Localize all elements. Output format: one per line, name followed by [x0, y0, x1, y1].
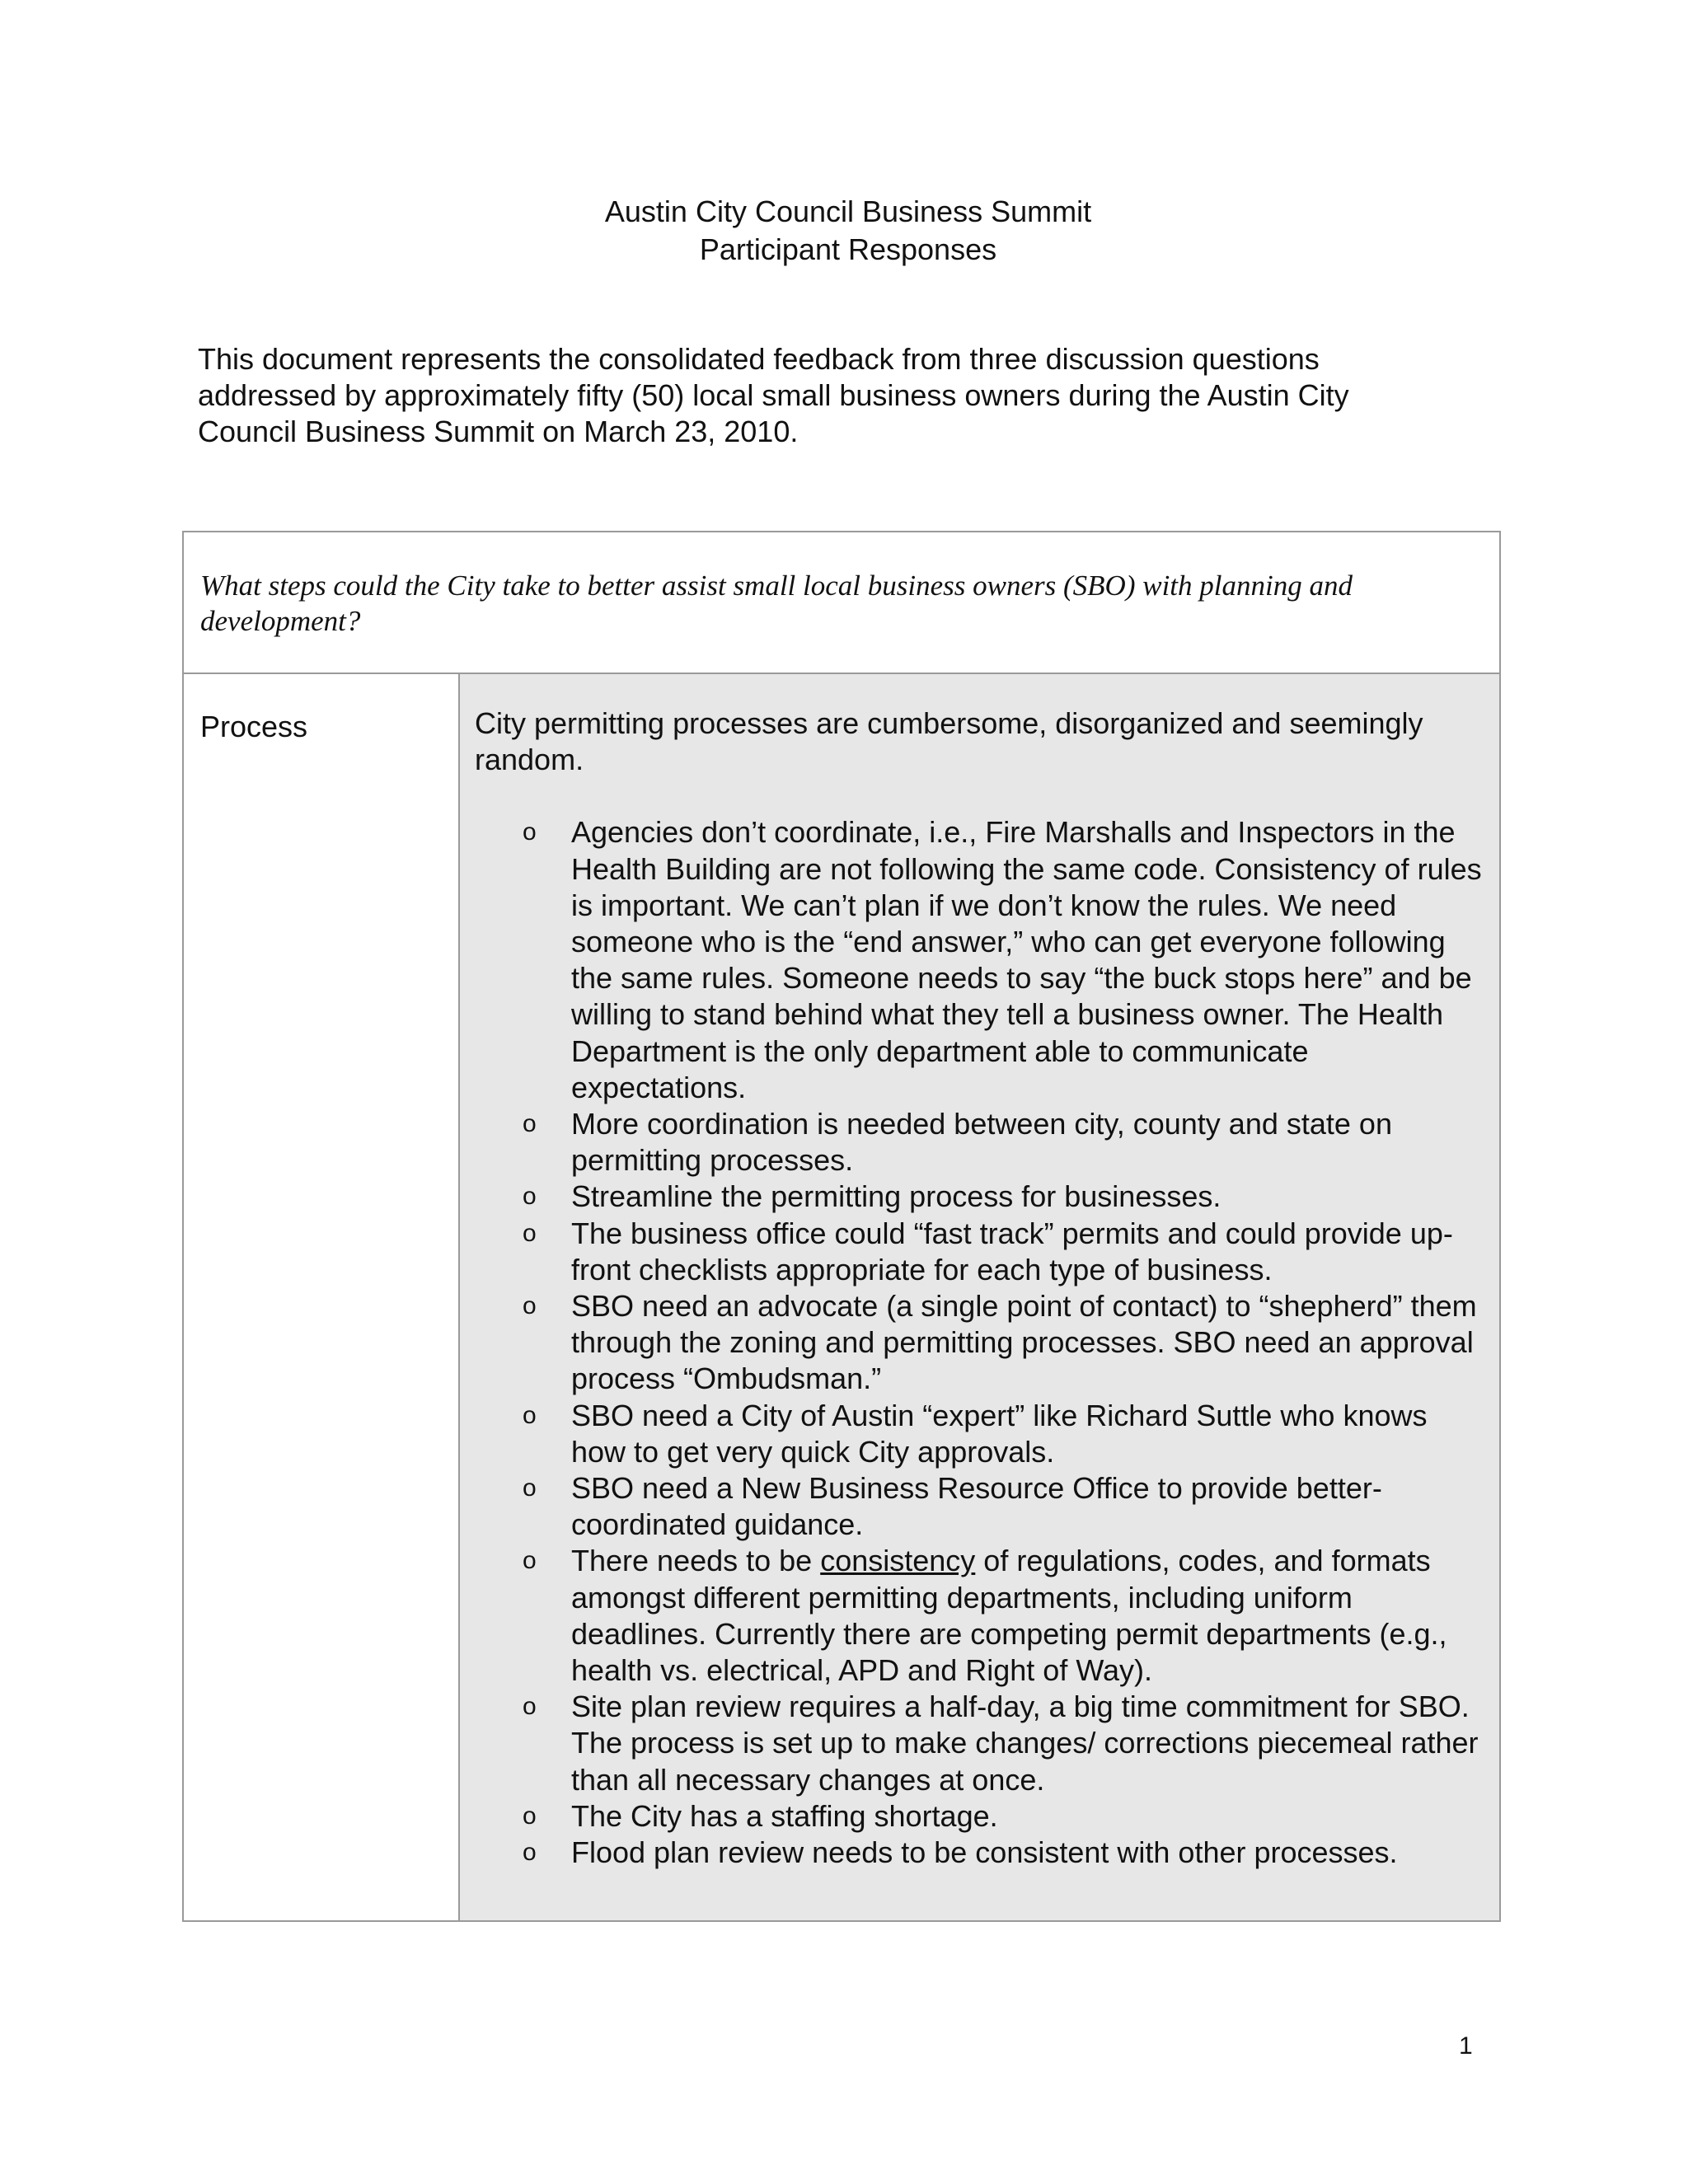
list-item — [475, 1398, 1483, 1470]
lead-statement: City permitting processes are cumbersome, disorganized and seemingly random. — [475, 706, 1423, 777]
hollow-bullet-icon: o — [523, 1474, 537, 1502]
intro-paragraph: This document represents the consolidated feedback from three discussion questions addressed by approximately fifty (50) local small business owners during the Austin City Council Business Summit on March 23, 2010. — [198, 342, 1349, 448]
hollow-bullet-icon: o — [523, 1802, 537, 1830]
list-item-text: Agencies don’t coordinate, i.e., Fire Marshalls and Inspectors in the Health Building are not following the same code. Consistency of rules is important. We can’t plan if we don’t know the rules. We need someone who is the “end answer,” who can get everyone following the same rules. Someone needs to say “the buck stops here” and be willing to stand behind what they tell a business owner. The Health Department is the only department able to communicate expectations. — [571, 815, 1482, 1104]
hollow-bullet-icon: o — [523, 1547, 537, 1575]
list-item — [475, 814, 1483, 1106]
hollow-bullet-icon: o — [523, 1401, 537, 1429]
consistency-underlined-word: consistency — [820, 1544, 976, 1578]
response-cell — [460, 674, 1499, 1920]
response-table — [182, 531, 1501, 1922]
hollow-bullet-icon: o — [523, 1219, 537, 1247]
list-item-text: The business office could “fast track” permits and could provide up-front checklists appropriate for each type of business. — [571, 1216, 1453, 1286]
consistency-text-before: There needs to be — [571, 1544, 821, 1578]
list-item — [475, 1689, 1483, 1798]
list-item — [475, 1470, 1483, 1543]
list-item — [475, 1216, 1483, 1288]
list-item-text: SBO need a City of Austin “expert” like Richard Suttle who knows how to get very quick City approvals. — [571, 1398, 1428, 1469]
list-item-text: Site plan review requires a half-day, a big time commitment for SBO. The process is set up to make changes/ corrections piecemeal rather than all necessary changes at once. — [571, 1690, 1479, 1797]
question-text: What steps could the City take to better assist small local business owners (SBO) with planning and development? — [184, 532, 1499, 674]
hollow-bullet-icon: o — [523, 818, 537, 846]
hollow-bullet-icon: o — [523, 1693, 537, 1721]
list-item — [475, 1106, 1483, 1179]
title-line-2: Participant Responses — [699, 232, 997, 266]
list-item-text: The City has a staffing shortage. — [571, 1798, 998, 1833]
title-line-1: Austin City Council Business Summit — [604, 194, 1092, 228]
list-item — [475, 1835, 1483, 1871]
document-title — [0, 193, 1688, 269]
list-item-text: Streamline the permitting process for businesses. — [571, 1179, 1221, 1214]
hollow-bullet-icon: o — [523, 1839, 537, 1867]
consistency-text-after: of regulations, codes, and formats amongst different permitting departments, including uniform deadlines. Currently there are competing permit departments (e.g., health vs. electrical, APD and Right of Way). — [571, 1544, 1447, 1688]
hollow-bullet-icon: o — [523, 1292, 537, 1320]
list-item-text: SBO need an advocate (a single point of contact) to “shepherd” them through the zoning and permitting processes. SBO need an approval process “Ombudsman.” — [571, 1289, 1477, 1396]
row-label: Process — [184, 674, 460, 1920]
list-item-text: More coordination is needed between city, county and state on permitting processes. — [571, 1107, 1392, 1178]
list-item — [475, 1543, 1483, 1689]
list-item-text: SBO need a New Business Resource Office to provide better-coordinated guidance. — [571, 1471, 1382, 1542]
list-item — [475, 1798, 1483, 1835]
response-list — [475, 814, 1483, 1871]
hollow-bullet-icon: o — [523, 1183, 537, 1211]
page-number: 1 — [1459, 2032, 1473, 2060]
list-item-text: Flood plan review needs to be consistent with other processes. — [571, 1835, 1398, 1870]
list-item — [475, 1179, 1483, 1215]
hollow-bullet-icon: o — [523, 1110, 537, 1138]
list-item — [475, 1288, 1483, 1398]
